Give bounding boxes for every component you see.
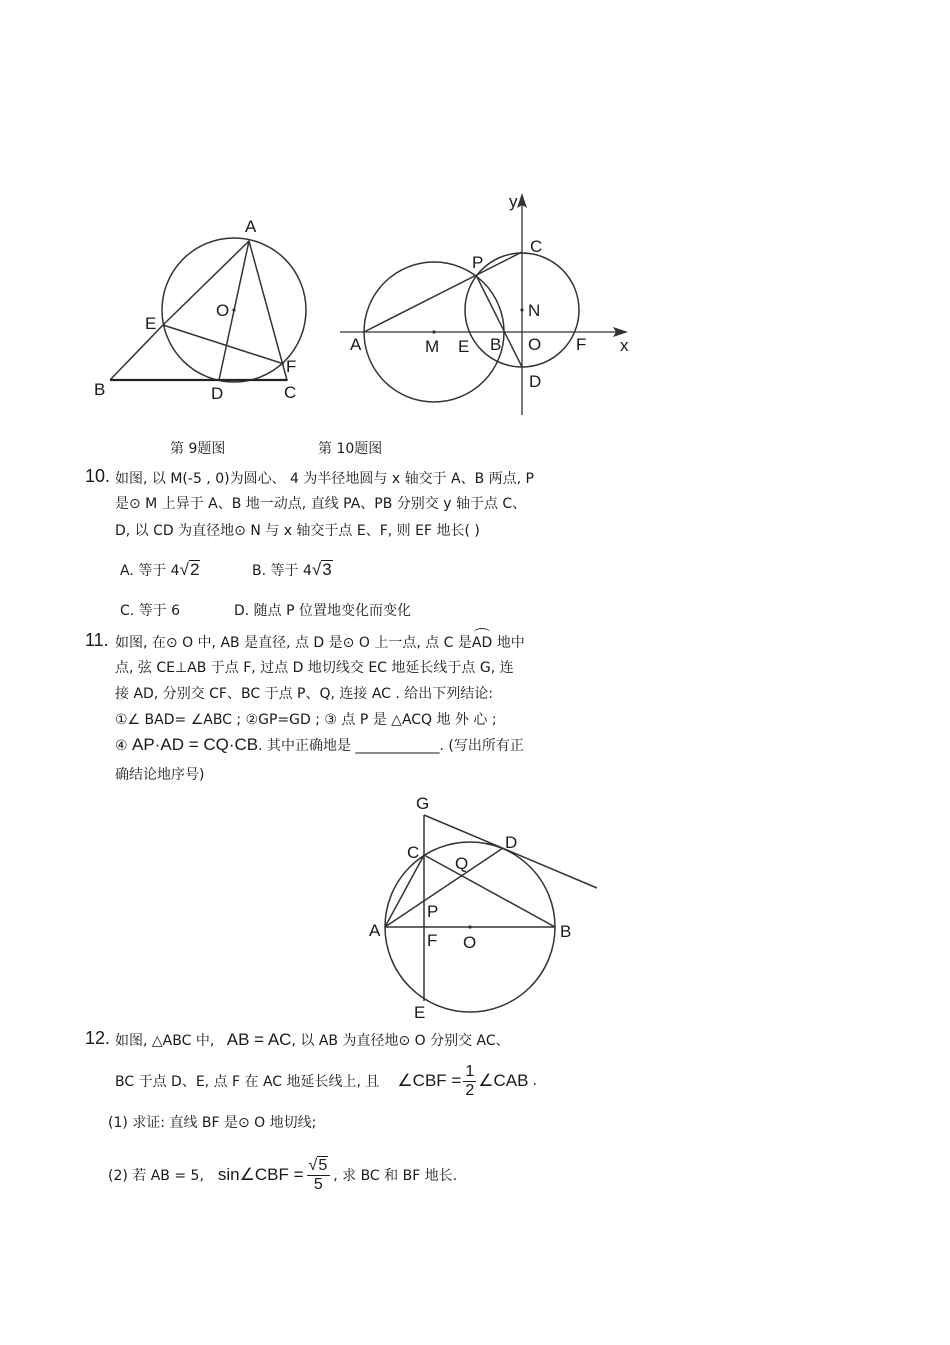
question-12-line-1-end: , 以 AB 为直径地⊙ O 分别交 AC、 bbox=[291, 1033, 510, 1049]
question-11-line-5-end: . 其中正确地是 ____________. (写出所有正 bbox=[258, 738, 524, 754]
sqrt-radicand: 5 bbox=[318, 1157, 328, 1174]
segment-ac bbox=[385, 855, 424, 927]
question-12-number: 12. bbox=[85, 1028, 111, 1048]
fraction-denominator: 5 bbox=[313, 1176, 323, 1193]
label-a: A bbox=[369, 921, 381, 940]
figure-10 bbox=[330, 185, 640, 420]
label-m: M bbox=[425, 337, 440, 356]
label-c: C bbox=[530, 237, 543, 256]
label-c: C bbox=[284, 383, 297, 402]
fraction-sqrt5-over-5 bbox=[307, 1156, 331, 1194]
question-12-part-2-text: (2) 若 AB = 5, bbox=[108, 1168, 204, 1184]
label-a: A bbox=[245, 217, 257, 236]
question-12-part-1: (1) 求证: 直线 BF 是⊙ O 地切线; bbox=[108, 1115, 317, 1131]
question-11-line-5 bbox=[115, 735, 524, 755]
question-10-line-1: 如图, 以 M(-5 , 0)为圆心、 4 为半径地圆与 x 轴交于 A、B 两点, P bbox=[115, 471, 534, 487]
fraction-numerator: √5 bbox=[307, 1156, 331, 1176]
question-10-number: 10. bbox=[85, 466, 111, 486]
label-y: y bbox=[509, 192, 518, 211]
question-12-line-2-end: . bbox=[532, 1073, 537, 1089]
question-12-line-1 bbox=[115, 1030, 510, 1050]
label-b: B bbox=[490, 335, 502, 354]
question-11-line-6: 确结论地序号) bbox=[115, 767, 205, 783]
question-11-line-1-end: 地中 bbox=[492, 635, 525, 651]
question-11-line-2: 点, 弦 CE⊥AB 于点 F, 过点 D 地切线交 EC 地延长线于点 G, 连 bbox=[115, 660, 514, 676]
option-b-radicand: 3 bbox=[322, 560, 332, 579]
fraction-one-half bbox=[463, 1063, 476, 1100]
label-x: x bbox=[620, 336, 629, 355]
label-d: D bbox=[211, 384, 224, 403]
question-11-line-3: 接 AD, 分别交 CF、BC 于点 P、Q, 连接 AC . 给出下列结论: bbox=[115, 686, 494, 702]
option-a-radicand: 2 bbox=[189, 560, 200, 579]
segment-cb bbox=[424, 855, 555, 927]
sin-cbf: sin∠CBF = bbox=[217, 1165, 304, 1184]
question-11-line-1-text: 如图, 在⊙ O 中, AB 是直径, 点 D 是⊙ O 上一点, 点 C 是 bbox=[115, 635, 472, 651]
question-12-line-1-text: 如图, △ABC 中, bbox=[115, 1033, 215, 1049]
figure-10-caption: 第 10题图 bbox=[318, 441, 383, 457]
question-12-part-2-end: , 求 BC 和 BF 地长. bbox=[333, 1168, 458, 1184]
label-g: G bbox=[416, 794, 430, 813]
fraction-denominator: 2 bbox=[465, 1081, 475, 1099]
label-o: O bbox=[528, 335, 542, 354]
label-o: O bbox=[216, 301, 230, 320]
conclusion-4-formula: AP·AD = CQ·CB bbox=[132, 735, 259, 754]
center-n bbox=[520, 308, 523, 311]
question-11-line-1 bbox=[115, 632, 525, 652]
figure-11 bbox=[365, 790, 605, 1025]
question-11-number: 11. bbox=[85, 630, 109, 650]
question-12-line-2-text: BC 于点 D、E, 点 F 在 AC 地延长线上, 且 bbox=[115, 1074, 380, 1090]
question-10-line-3: D, 以 CD 为直径地⊙ N 与 x 轴交于点 E、F, 则 EF 地长( ) bbox=[115, 523, 480, 539]
fraction-numerator: 1 bbox=[465, 1062, 475, 1080]
label-q: Q bbox=[455, 854, 469, 873]
label-p: P bbox=[427, 902, 439, 921]
label-b: B bbox=[560, 922, 572, 941]
segment-ad bbox=[385, 848, 503, 927]
question-11-line-5-start: ④ bbox=[115, 738, 133, 754]
condition-ab-ac: AB = AC bbox=[226, 1030, 292, 1049]
label-a: A bbox=[350, 335, 362, 354]
option-b: B. 等于 4√3 bbox=[252, 560, 332, 579]
label-b: B bbox=[94, 380, 106, 399]
angle-cbf: ∠CBF = bbox=[397, 1071, 462, 1090]
label-f: F bbox=[427, 931, 438, 950]
option-a: A. 等于 4√2 bbox=[120, 560, 200, 579]
option-a-text: A. 等于 4 bbox=[120, 563, 180, 579]
figure-9 bbox=[85, 205, 315, 415]
figure-9-caption: 第 9题图 bbox=[170, 441, 226, 457]
label-p: P bbox=[472, 253, 484, 272]
label-n: N bbox=[528, 301, 541, 320]
arc-ad: AD bbox=[471, 635, 493, 651]
option-b-text: B. 等于 4 bbox=[252, 563, 312, 579]
question-11-line-4: ①∠ BAD= ∠ABC ; ②GP=GD ; ③ 点 P 是 △ACQ 地 外 心 ; bbox=[115, 712, 497, 728]
label-d: D bbox=[505, 833, 518, 852]
center-o bbox=[468, 925, 471, 928]
label-o: O bbox=[463, 933, 477, 952]
label-e: E bbox=[458, 337, 470, 356]
label-d: D bbox=[529, 372, 542, 391]
label-f: F bbox=[286, 357, 297, 376]
question-12-line-2 bbox=[115, 1058, 537, 1104]
triangle-abc bbox=[110, 241, 287, 380]
label-e: E bbox=[145, 314, 157, 333]
center-m bbox=[432, 330, 435, 333]
center-dot bbox=[232, 308, 235, 311]
question-10-line-2: 是⊙ M 上异于 A、B 地一动点, 直线 PA、PB 分别交 y 轴于点 C、 bbox=[115, 496, 527, 512]
option-d: D. 随点 P 位置地变化而变化 bbox=[234, 603, 412, 619]
label-e: E bbox=[414, 1003, 426, 1022]
angle-cab: ∠CAB bbox=[478, 1071, 529, 1090]
label-f: F bbox=[576, 335, 587, 354]
question-12-part-2 bbox=[108, 1150, 457, 1200]
label-c: C bbox=[407, 843, 420, 862]
option-c: C. 等于 6 bbox=[120, 603, 181, 619]
